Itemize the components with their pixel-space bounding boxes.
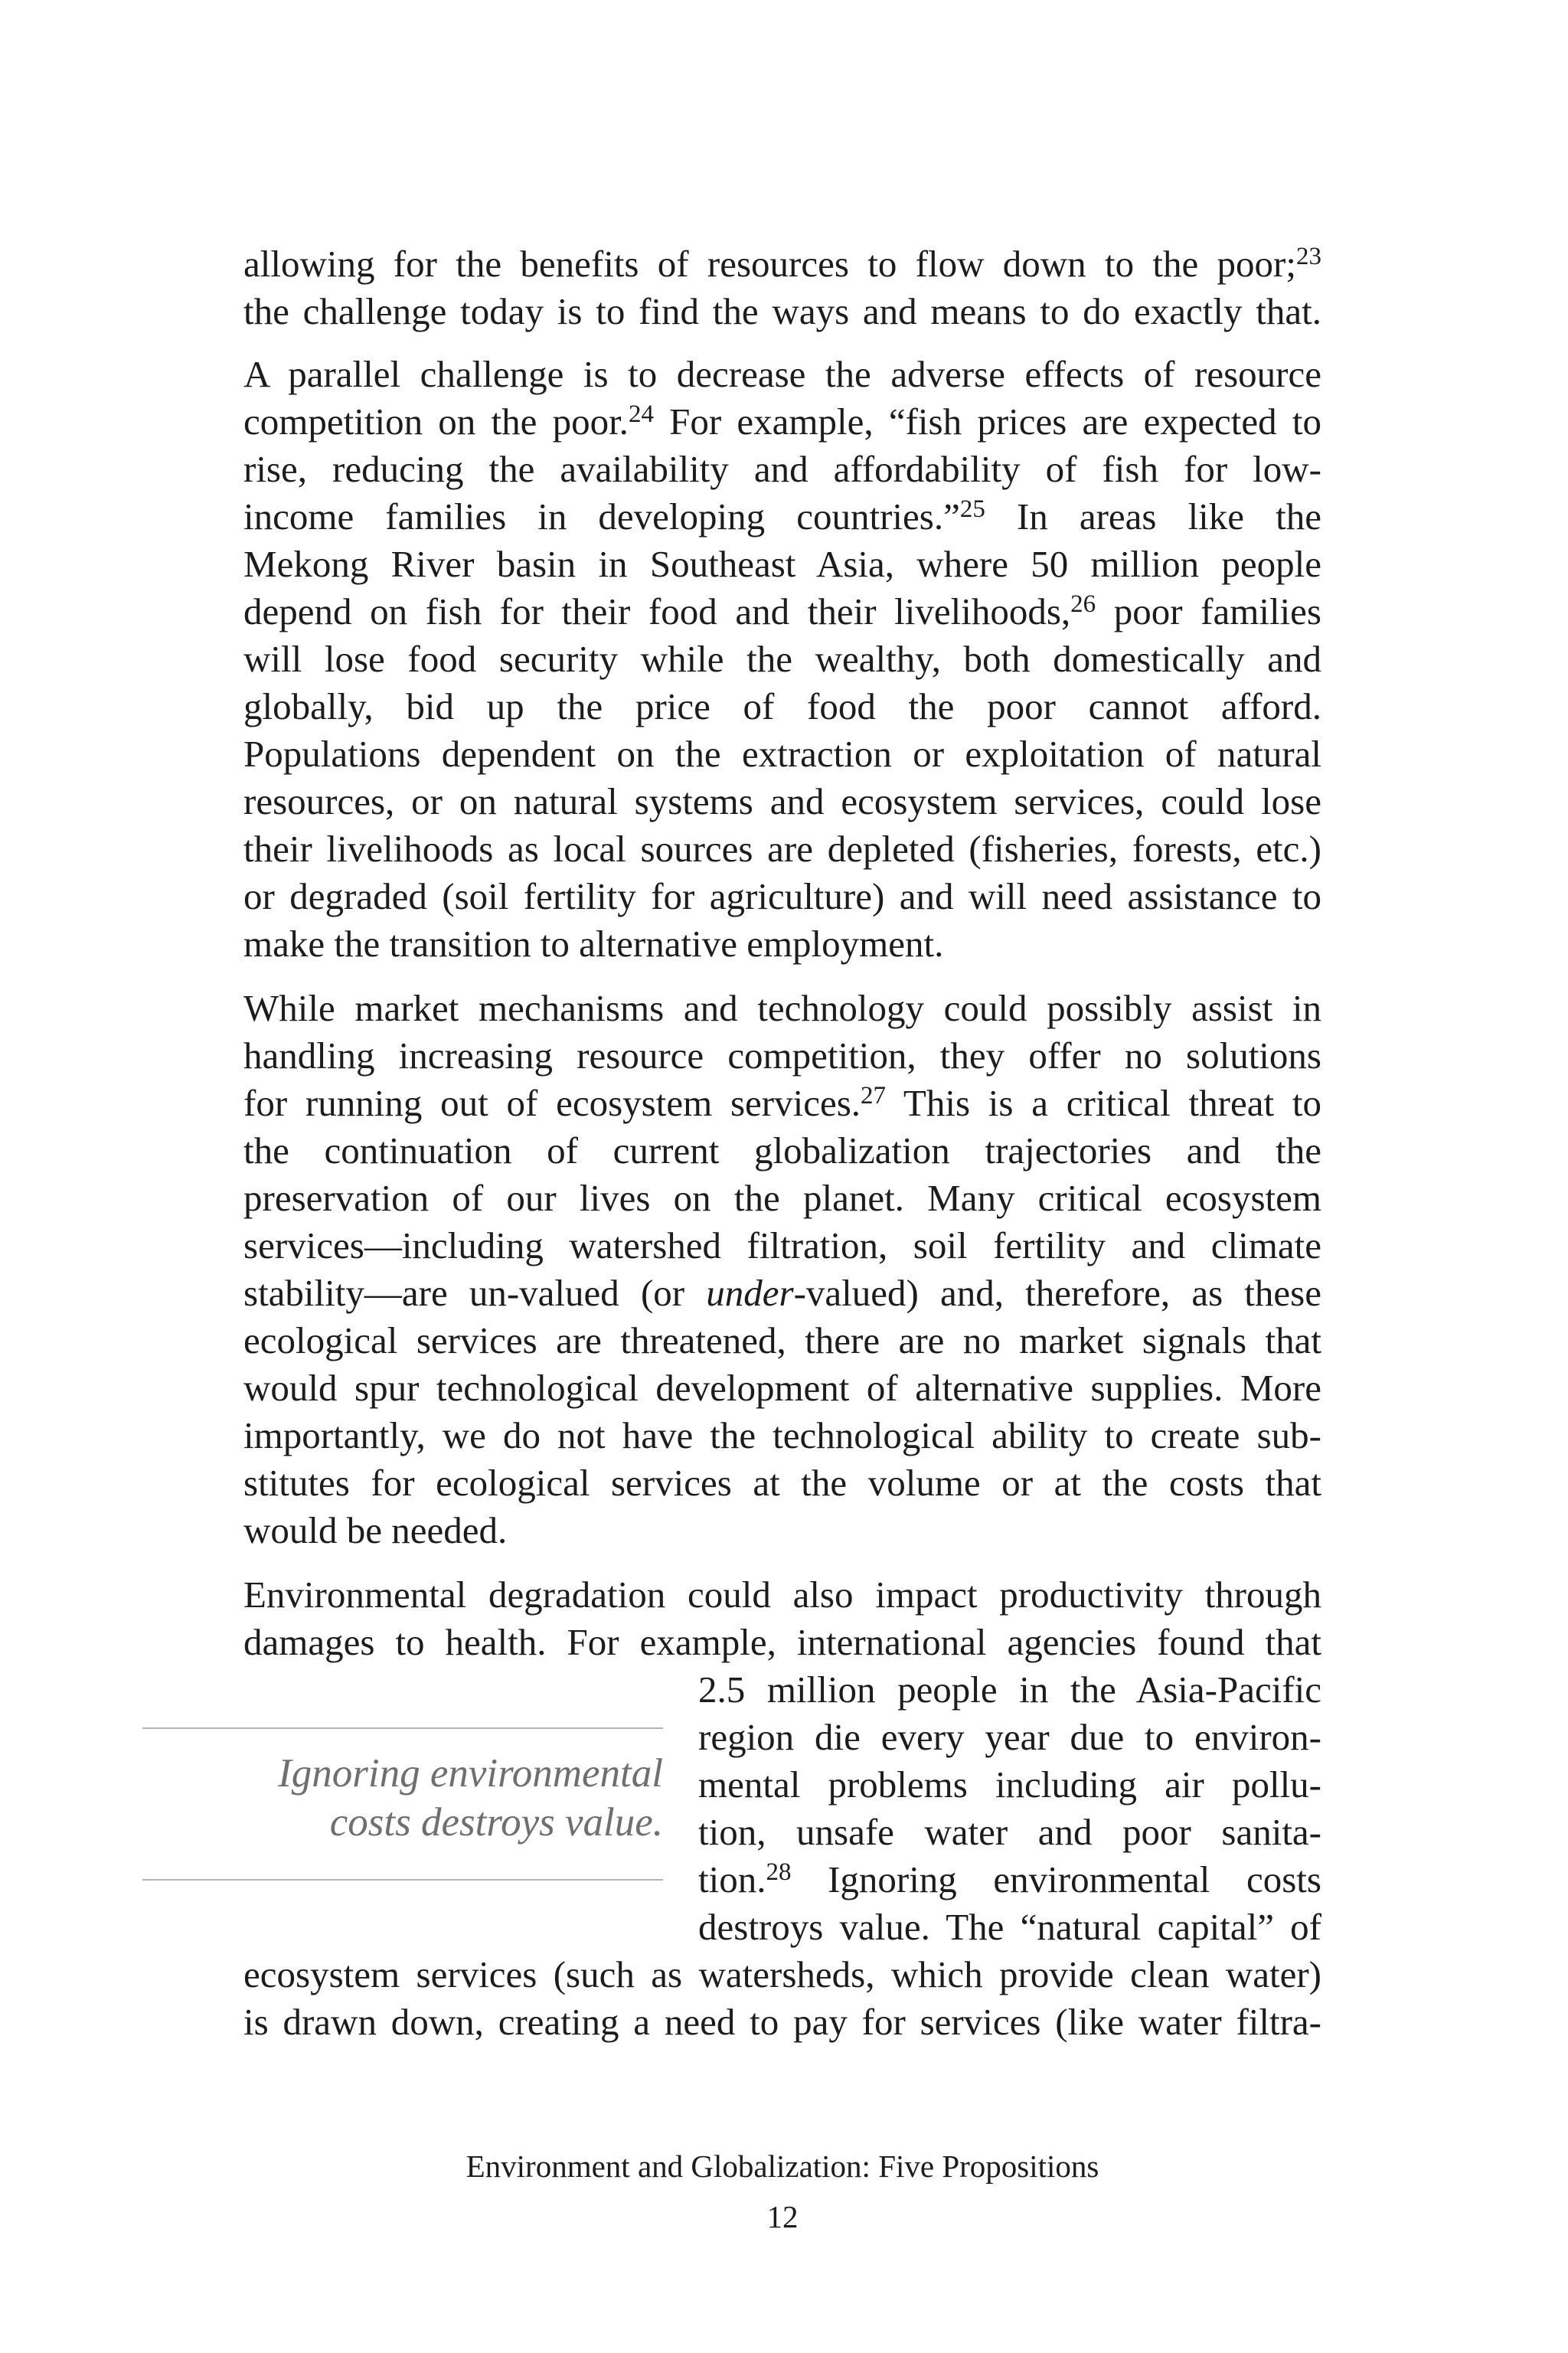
text-line: tion.$^{28}$ Ignoring environmental costs [698,1858,1321,1900]
text-line: the challenge today is to find the ways and means to do exactly that. [243,290,1321,332]
text-line: handling increasing resource competition, they offer no solutions [243,1034,1321,1077]
text-line: would be needed. [243,1509,508,1551]
text-line: Environmental degradation could also impact productivity through [243,1574,1321,1616]
text-line: A parallel challenge is to decrease the adverse effects of resource [243,353,1321,395]
text-line: would spur technological development of alternative supplies. More [243,1367,1321,1409]
footnote-ref: 27 [861,1082,887,1110]
text-line: resources, or on natural systems and ecosystem services, could lose [243,780,1321,822]
text-line: their livelihoods as local sources are depleted (fisheries, forests, etc.) [243,828,1321,870]
text-line: destroys value. The “natural capital” of [698,1906,1321,1948]
footnote-ref: 25 [959,495,985,523]
text-line: the continuation of current globalization trajectories and the [243,1129,1321,1172]
text-line: Mekong River basin in Southeast Asia, where 50 million people [243,543,1321,585]
text-line: is drawn down, creating a need to pay for services (like water filtra- [243,2001,1321,2043]
pull-quote-top-rule [142,1727,663,1729]
text-line: globally, bid up the price of food the poor cannot afford. [243,685,1321,727]
pull-quote [142,1749,663,1847]
text-line: ecological services are threatened, there are no market signals that [243,1319,1321,1361]
text-line: tion, unsafe water and poor sanita- [698,1811,1321,1853]
text-line: or degraded (soil fertility for agriculture) and will need assistance to [243,875,1321,917]
text-line: stability—are un-valued (or under-valued) and, therefore, as these [243,1272,1321,1314]
text-line: allowing for the benefits of resources to flow down to the poor;$^{23}$ [243,243,1321,285]
text-line: income families in developing countries.”$^{25}$ In areas like the [243,495,1321,538]
pull-quote-line: Ignoring environmental [278,1751,663,1796]
text-line: importantly, we do not have the technological ability to create sub- [243,1414,1321,1456]
footnote-ref: 24 [628,400,654,428]
text-line: 2.5 million people in the Asia-Pacific [698,1668,1321,1711]
running-footer-title: Environment and Globalization: Five Propositions [466,2149,1099,2184]
text-line: services—including watershed filtration, soil fertility and climate [243,1224,1321,1266]
text-line: for running out of ecosystem services.$^{27}$ This is a critical threat to [243,1082,1321,1124]
footnote-ref: 26 [1070,590,1096,618]
text-line: damages to health. For example, international agencies found that [243,1621,1321,1663]
pull-quote-bottom-rule [142,1879,663,1881]
pull-quote-line: costs destroys value. [329,1800,663,1845]
text-line: make the transition to alternative employment. [243,923,944,965]
footnote-ref: 28 [766,1858,792,1886]
text-line: depend on fish for their food and their livelihoods,$^{26}$ poor families [243,590,1322,632]
text-line: rise, reducing the availability and affordability of fish for low- [243,448,1321,490]
text-line: region die every year due to environ- [698,1716,1321,1758]
text-line: mental problems including air pollu- [698,1763,1321,1806]
text-line: preservation of our lives on the planet. Many critical ecosystem [243,1177,1321,1219]
page-number: 12 [766,2199,799,2234]
text-line: will lose food security while the wealthy, both domestically and [243,638,1321,680]
text-line: ecosystem services (such as watersheds, which provide clean water) [243,1953,1321,1995]
text-line: competition on the poor.$^{24}$ For example, “fish prices are expected to [243,400,1321,443]
text-line: Populations dependent on the extraction or exploitation of natural [243,733,1321,775]
footnote-ref: 23 [1296,243,1321,270]
text-line: While market mechanisms and technology could possibly assist in [243,987,1321,1029]
text-line: stitutes for ecological services at the volume or at the costs that [243,1462,1321,1504]
